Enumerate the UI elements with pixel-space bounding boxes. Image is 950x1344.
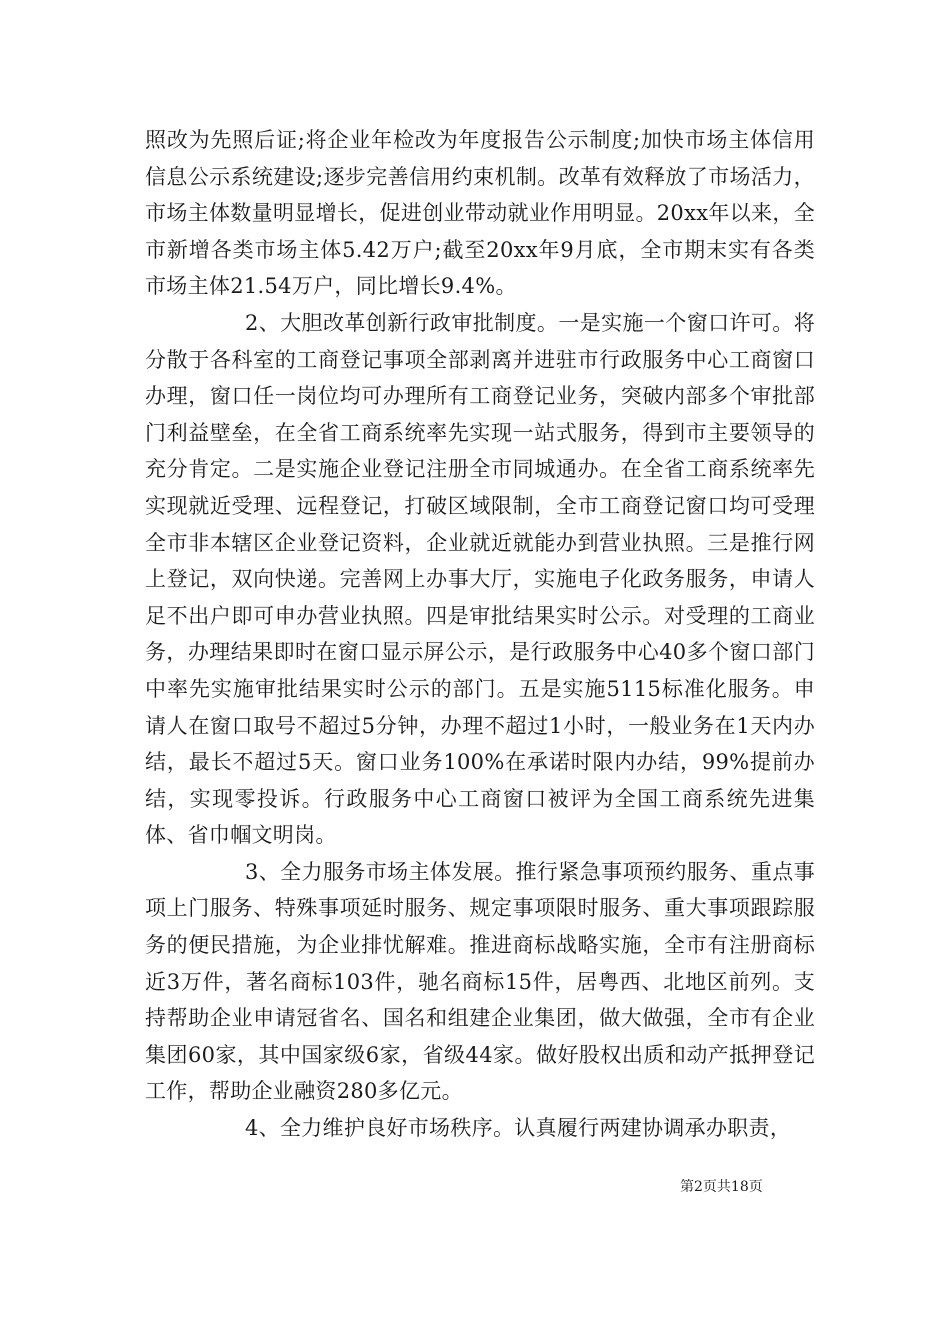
paragraph-item-2: 2、大胆改革创新行政审批制度。一是实施一个窗口许可。将分散于各科室的工商登记事项全部剥离并进驻市行政服务中心工商窗口办理，窗口任一岗位均可办理所有工商登记业务，突破内部多个审批部门利益壁垒，在全省工商系统率先实现一站式服务，得到市主要领导的充分肯定。二是实施企业登记注册全市同城通办。在全省工商系统率先实现就近受理、远程登记，打破区域限制，全市工商登记窗口均可受理全市非本辖区企业登记资料，企业就近就能办到营业执照。三是推行网上登记，双向快递。完善网上办事大厅，实施电子化政务服务，申请人足不出户即可申办营业执照。四是审批结果实时公示。对受理的工商业务，办理结果即时在窗口显示屏公示，是行政服务中心40多个窗口部门中率先实施审批结果实时公示的部门。五是实施5115标准化服务。申请人在窗口取号不超过5分钟，办理不超过1小时，一般业务在1天内办结，最长不超过5天。窗口业务100%在承诺时限内办结，99%提前办结，实现零投诉。行政服务中心工商窗口被评为全国工商系统先进集体、省巾帼文明岗。 bbox=[145, 310, 815, 848]
paragraph-continued: 照改为先照后证;将企业年检改为年度报告公示制度;加快市场主体信用信息公示系统建设;逐步完善信用约束机制。改革有效释放了市场活力，市场主体数量明显增长，促进创业带动就业作用明显。20xx年以来，全市新增各类市场主体5.42万户;截至20xx年9月底，全市期末实有各类市场主体21.54万户，同比增长9.4%。 bbox=[145, 128, 815, 299]
document-body bbox=[145, 122, 815, 1147]
paragraph-item-4: 4、全力维护良好市场秩序。认真履行两建协调承办职责， bbox=[245, 1116, 792, 1141]
page-number-footer: 第2页共18页 bbox=[680, 1179, 763, 1195]
paragraph-item-3: 3、全力服务市场主体发展。推行紧急事项预约服务、重点事项上门服务、特殊事项延时服务、规定事项限时服务、重大事项跟踪服务的便民措施，为企业排忧解难。推进商标战略实施，全市有注册商标近3万件，著名商标103件，驰名商标15件，居粤西、北地区前列。支持帮助企业申请冠省名、国名和组建企业集团，做大做强，全市有企业集团60家，其中国家级6家，省级44家。做好股权出质和动产抵押登记工作，帮助企业融资280多亿元。 bbox=[145, 859, 815, 1104]
